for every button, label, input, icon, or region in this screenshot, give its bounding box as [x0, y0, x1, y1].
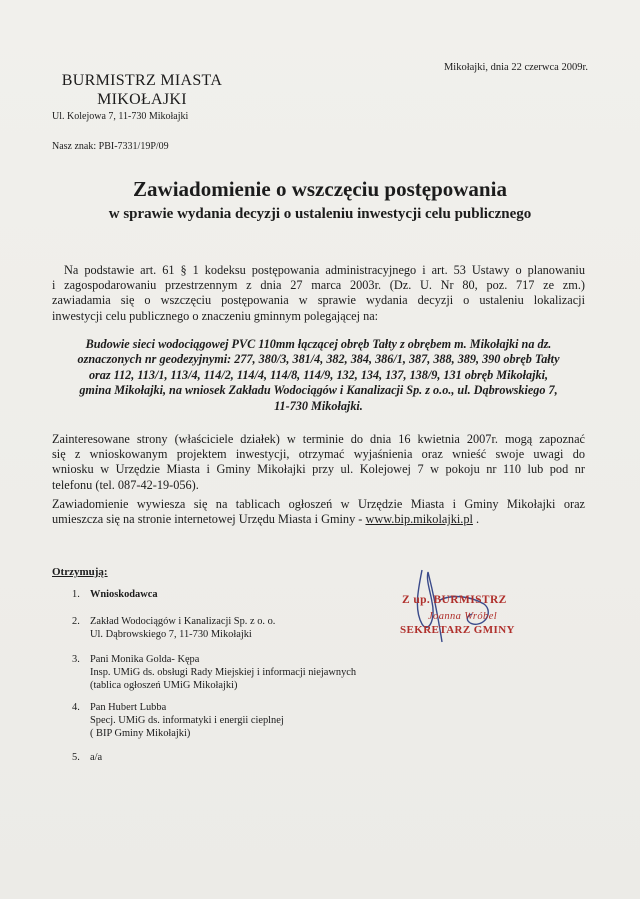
- recipient-number: 2.: [72, 616, 80, 627]
- document-subtitle: w sprawie wydania decyzji o ustaleniu inwestycji celu publicznego: [108, 206, 532, 222]
- paragraph-line: Zainteresowane strony (właściciele działek) w terminie do dnia 16 kwietnia 2007r. mogą zapoznać: [52, 432, 585, 446]
- recipient-text: [90, 653, 356, 692]
- publication-suffix: .: [472, 512, 480, 527]
- recipient-line: Insp. UMiG ds. obsługi Rady Miejskiej i informacji niejawnych: [90, 667, 357, 678]
- recipient-line: Pan Hubert Lubba: [90, 702, 167, 713]
- recipient-line: a/a: [90, 752, 103, 763]
- official-stamp: [392, 560, 532, 660]
- recipient-line: (tablica ogłoszeń UMiG Mikołajki): [90, 680, 238, 691]
- recipient-number: 5.: [72, 752, 80, 763]
- document-title: Zawiadomienie o wszczęciu postępowania: [133, 177, 507, 201]
- recipient-line: ( BIP Gminy Mikołajki): [90, 728, 191, 739]
- stamp-line-position: SEKRETARZ GMINY: [400, 624, 515, 636]
- stamp-line-authority: Z up. BURMISTRZ: [402, 594, 507, 606]
- paragraph-line: telefonu (tel. 087-42-19-056).: [52, 477, 199, 492]
- reference-number: Nasz znak: PBI-7331/19P/09: [52, 141, 169, 152]
- paragraph-line: inwestycji celu publicznego o znaczeniu gminnym polegającej na:: [52, 308, 379, 323]
- paragraph-line: [52, 512, 585, 527]
- recipient-line: Zakład Wodociągów i Kanalizacji Sp. z o. o.: [90, 616, 276, 627]
- investment-line: 11-730 Mikołajki.: [274, 398, 363, 413]
- recipient-number: 4.: [72, 702, 80, 713]
- consultation-paragraph: [52, 432, 585, 493]
- stamp-signatory-name: Joanna Wróbel: [428, 611, 498, 622]
- recipients-heading: Otrzymują:: [52, 566, 108, 578]
- issuer-address: Ul. Kolejowa 7, 11-730 Mikołajki: [52, 111, 189, 122]
- investment-line: Budowie sieci wodociągowej PVC 110mm łączącej obręb Tałty z obrębem m. Mikołajki na dz.: [85, 337, 552, 351]
- issuer-city: MIKOŁAJKI: [97, 91, 187, 108]
- recipient-number: 3.: [72, 654, 80, 665]
- recipient-line: Wnioskodawca: [90, 589, 158, 600]
- document-date: Mikołajki, dnia 22 czerwca 2009r.: [443, 62, 588, 73]
- paragraph-line: Zawiadomienie wywiesza się na tablicach ogłoszeń w Urzędzie Miasta i Gminy Mikołajki oraz: [52, 497, 585, 511]
- investment-line: oraz 112, 113/1, 113/4, 114/2, 114/4, 114/8, 114/9, 132, 134, 137, 138/9, 131 obręb Mikołajki,: [88, 367, 549, 382]
- recipient-line: Ul. Dąbrowskiego 7, 11-730 Mikołajki: [90, 629, 252, 640]
- investment-line: oznaczonych nr geodezyjnymi: 277, 380/3, 381/4, 382, 384, 386/1, 387, 388, 389, 390 obręb Tałty: [77, 352, 560, 367]
- recipient-text: [90, 701, 284, 740]
- issuer-title: BURMISTRZ MIASTA: [61, 72, 223, 89]
- paragraph-line: i zagospodarowaniu przestrzennym z dnia 27 marca 2003r. (Dz. U. Nr 80, poz. 717 ze zm.): [52, 278, 585, 293]
- recipient-line: Specj. UMiG ds. informatyki i energii cieplnej: [90, 715, 284, 726]
- recipient-text: [90, 751, 102, 764]
- legal-basis-paragraph: [52, 263, 585, 324]
- paragraph-line: Na podstawie art. 61 § 1 kodeksu postępowania administracyjnego i art. 53 Ustawy o planowaniu: [64, 263, 585, 277]
- publication-text: umieszcza się na stronie internetowej Urzędu Miasta i Gminy -: [52, 512, 366, 527]
- paragraph-line: się z wnioskowanym projektem inwestycji, otrzymać wyjaśnienia oraz wnieść swoje uwagi do: [52, 447, 585, 462]
- bip-website-link[interactable]: www.bip.mikolajki.pl: [365, 512, 473, 527]
- recipient-text: [90, 588, 158, 601]
- paragraph-line: zawiadamia się o wszczęciu postępowania w sprawie wydania decyzji o ustaleniu lokalizacji: [52, 293, 585, 308]
- recipient-text: [90, 615, 275, 641]
- recipient-number: 1.: [72, 589, 80, 600]
- investment-line: gmina Mikołajki, na wniosek Zakładu Wodociągów i Kanalizacji Sp. z o.o., ul. Dąbrowskiego 7,: [79, 383, 558, 398]
- recipient-line: Pani Monika Golda- Kępa: [90, 654, 200, 665]
- investment-description: [52, 337, 585, 414]
- paragraph-line: wniosku w Urzędzie Miasta i Gminy Mikołajki przy ul. Kolejowej 7 w pokoju nr 110 lub pod nr: [52, 462, 585, 477]
- publication-paragraph: [52, 497, 585, 527]
- signature-icon: [392, 560, 532, 660]
